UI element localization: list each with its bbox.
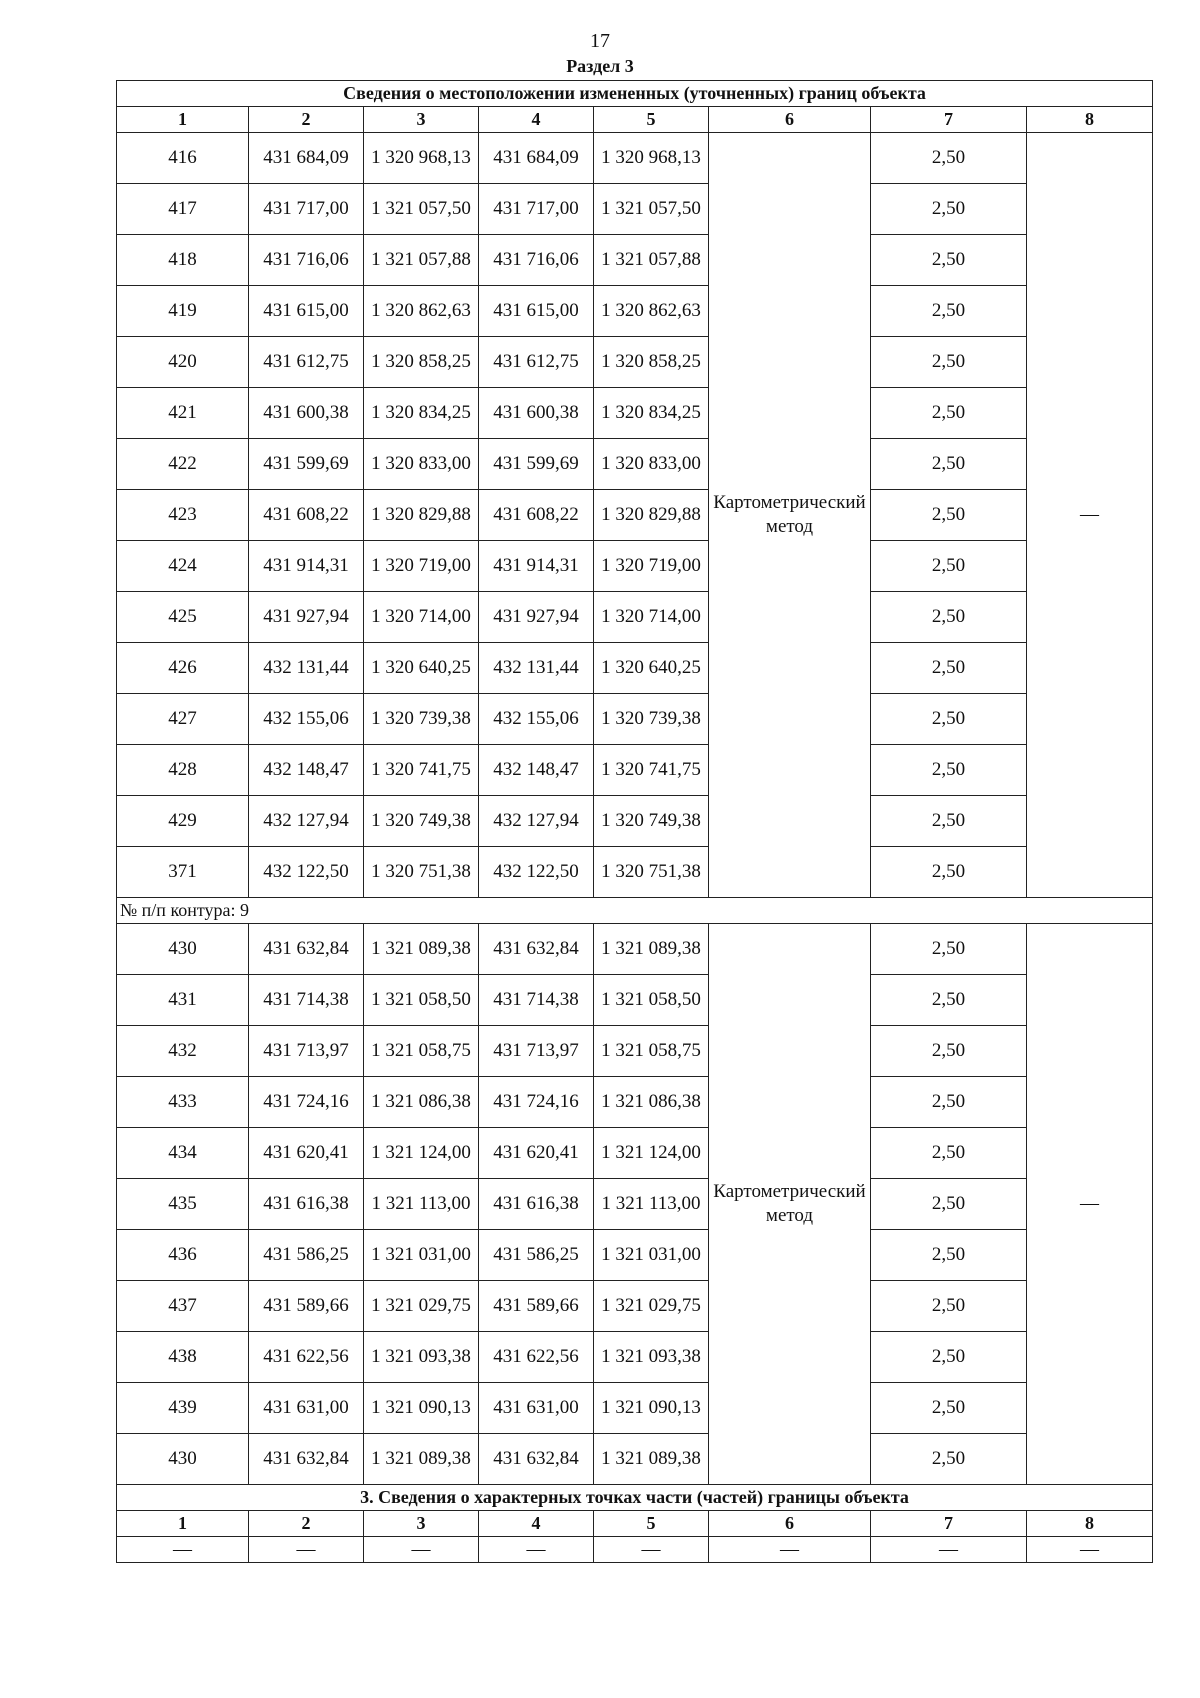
cell-x-existing: 431 616,38 — [249, 1179, 364, 1230]
cell-x-existing: 431 586,25 — [249, 1230, 364, 1281]
cell-y-new: 1 320 640,25 — [594, 643, 709, 694]
cell-x-new: 432 127,94 — [479, 796, 594, 847]
cell-x-existing: 431 716,06 — [249, 235, 364, 286]
cell-accuracy: 2,50 — [871, 235, 1027, 286]
cell-point-number: 435 — [117, 1179, 249, 1230]
cell-y-new: 1 321 058,50 — [594, 975, 709, 1026]
cell-accuracy: 2,50 — [871, 133, 1027, 184]
cell-point-number: 429 — [117, 796, 249, 847]
cell-accuracy: 2,50 — [871, 745, 1027, 796]
cell-y-existing: 1 320 751,38 — [364, 847, 479, 898]
cell-x-existing: 431 599,69 — [249, 439, 364, 490]
cell-y-existing: 1 321 089,38 — [364, 1434, 479, 1485]
cell-x-new: 431 608,22 — [479, 490, 594, 541]
cell-accuracy: 2,50 — [871, 1281, 1027, 1332]
cell-x-new: 431 586,25 — [479, 1230, 594, 1281]
cell-x-existing: 431 632,84 — [249, 1434, 364, 1485]
cell-y-existing: 1 321 031,00 — [364, 1230, 479, 1281]
cell-y-new: 1 321 031,00 — [594, 1230, 709, 1281]
cell-y-existing: 1 320 714,00 — [364, 592, 479, 643]
cell-accuracy: 2,50 — [871, 337, 1027, 388]
cell-point-number: 416 — [117, 133, 249, 184]
header-cell-y-existing: 3 — [364, 107, 479, 133]
cell-y-existing: 1 320 833,00 — [364, 439, 479, 490]
cell-point-number: 428 — [117, 745, 249, 796]
cell-accuracy: 2,50 — [871, 1128, 1027, 1179]
cell-x-existing: 431 927,94 — [249, 592, 364, 643]
cell-description: — — [1027, 1537, 1153, 1563]
cell-accuracy: — — [871, 1537, 1027, 1563]
header-cell-point-number: 1 — [117, 107, 249, 133]
cell-point-number: 430 — [117, 1434, 249, 1485]
cell-x-new: 431 716,06 — [479, 235, 594, 286]
cell-accuracy: 2,50 — [871, 975, 1027, 1026]
cell-accuracy: 2,50 — [871, 286, 1027, 337]
cell-y-existing: — — [364, 1537, 479, 1563]
cell-y-new: 1 321 057,88 — [594, 235, 709, 286]
page-number: 17 — [590, 30, 610, 52]
cell-x-new: 432 155,06 — [479, 694, 594, 745]
table-row — [117, 796, 1153, 847]
cell-x-new: 432 131,44 — [479, 643, 594, 694]
cell-y-new: 1 320 714,00 — [594, 592, 709, 643]
cell-y-existing: 1 321 086,38 — [364, 1077, 479, 1128]
table-row — [117, 490, 1153, 541]
cell-x-existing: 431 631,00 — [249, 1383, 364, 1434]
cell-x-new: 431 612,75 — [479, 337, 594, 388]
cell-x-new: 431 684,09 — [479, 133, 594, 184]
header-cell-method: 6 — [709, 1511, 871, 1537]
table-caption — [117, 81, 1153, 107]
header-cell-method: 6 — [709, 107, 871, 133]
table-row — [117, 1230, 1153, 1281]
cell-x-new: 432 122,50 — [479, 847, 594, 898]
table-row — [117, 133, 1153, 184]
cell-x-new: 432 148,47 — [479, 745, 594, 796]
cell-accuracy: 2,50 — [871, 1026, 1027, 1077]
cell-accuracy: 2,50 — [871, 796, 1027, 847]
cell-point-number: 430 — [117, 924, 249, 975]
cell-y-new: 1 321 058,75 — [594, 1026, 709, 1077]
cell-y-existing: 1 320 739,38 — [364, 694, 479, 745]
cell-x-existing: 431 714,38 — [249, 975, 364, 1026]
cell-x-existing: 431 620,41 — [249, 1128, 364, 1179]
cell-y-existing: 1 321 058,75 — [364, 1026, 479, 1077]
cell-accuracy: 2,50 — [871, 184, 1027, 235]
cell-accuracy: 2,50 — [871, 643, 1027, 694]
header-cell-x-existing: 2 — [249, 1511, 364, 1537]
cell-x-existing: 431 684,09 — [249, 133, 364, 184]
contour-row — [117, 898, 1153, 924]
table-row — [117, 1179, 1153, 1230]
cell-point-number: 438 — [117, 1332, 249, 1383]
cell-y-new: 1 320 862,63 — [594, 286, 709, 337]
cell-x-existing: 431 622,56 — [249, 1332, 364, 1383]
cell-x-existing: 431 612,75 — [249, 337, 364, 388]
cell-accuracy: 2,50 — [871, 541, 1027, 592]
cell-y-new: 1 321 089,38 — [594, 924, 709, 975]
cell-y-existing: 1 321 057,88 — [364, 235, 479, 286]
cell-x-existing: 431 713,97 — [249, 1026, 364, 1077]
cell-point-number: 436 — [117, 1230, 249, 1281]
table-caption-text: 3. Сведения о характерных точках части (частей) границы объекта — [117, 1485, 1153, 1511]
table-row — [117, 592, 1153, 643]
cell-y-existing: 1 321 090,13 — [364, 1383, 479, 1434]
table-row — [117, 1383, 1153, 1434]
table-caption — [117, 1485, 1153, 1511]
table-row — [117, 1077, 1153, 1128]
cell-accuracy: 2,50 — [871, 1434, 1027, 1485]
cell-y-new: 1 320 741,75 — [594, 745, 709, 796]
cell-y-existing: 1 321 113,00 — [364, 1179, 479, 1230]
cell-accuracy: 2,50 — [871, 694, 1027, 745]
cell-y-new: 1 320 719,00 — [594, 541, 709, 592]
table-row — [117, 924, 1153, 975]
header-cell-accuracy: 7 — [871, 1511, 1027, 1537]
table-row — [117, 184, 1153, 235]
cell-y-new: 1 321 057,50 — [594, 184, 709, 235]
cell-method: — — [709, 1537, 871, 1563]
cell-x-existing: 432 127,94 — [249, 796, 364, 847]
table-row — [117, 694, 1153, 745]
table-row — [117, 1281, 1153, 1332]
header-row — [117, 1511, 1153, 1537]
cell-accuracy: 2,50 — [871, 847, 1027, 898]
header-cell-point-number: 1 — [117, 1511, 249, 1537]
boundary-points-table — [116, 80, 1153, 1563]
cell-y-existing: 1 321 093,38 — [364, 1332, 479, 1383]
cell-y-existing: 1 320 749,38 — [364, 796, 479, 847]
contour-label: № п/п контура: 9 — [117, 898, 1153, 924]
cell-accuracy: 2,50 — [871, 439, 1027, 490]
cell-x-new: 431 600,38 — [479, 388, 594, 439]
method-cell: Картометрический метод — [709, 133, 871, 898]
cell-accuracy: 2,50 — [871, 388, 1027, 439]
header-cell-x-new: 4 — [479, 107, 594, 133]
cell-y-new: 1 321 113,00 — [594, 1179, 709, 1230]
cell-y-new: 1 321 124,00 — [594, 1128, 709, 1179]
cell-y-new: 1 321 093,38 — [594, 1332, 709, 1383]
cell-accuracy: 2,50 — [871, 1230, 1027, 1281]
cell-y-existing: 1 320 858,25 — [364, 337, 479, 388]
table-row — [117, 235, 1153, 286]
table-row — [117, 286, 1153, 337]
cell-x-existing: 431 615,00 — [249, 286, 364, 337]
description-cell: — — [1027, 133, 1153, 898]
cell-x-new: 431 589,66 — [479, 1281, 594, 1332]
cell-x-existing: 432 155,06 — [249, 694, 364, 745]
cell-point-number: 425 — [117, 592, 249, 643]
cell-x-new: 431 632,84 — [479, 1434, 594, 1485]
header-cell-y-new: 5 — [594, 1511, 709, 1537]
table-row — [117, 337, 1153, 388]
cell-point-number: 432 — [117, 1026, 249, 1077]
cell-y-new: 1 320 834,25 — [594, 388, 709, 439]
header-cell-y-existing: 3 — [364, 1511, 479, 1537]
cell-x-existing: 431 600,38 — [249, 388, 364, 439]
cell-point-number: 424 — [117, 541, 249, 592]
cell-x-new: 431 620,41 — [479, 1128, 594, 1179]
cell-y-existing: 1 320 741,75 — [364, 745, 479, 796]
cell-x-existing: 432 148,47 — [249, 745, 364, 796]
cell-y-new: — — [594, 1537, 709, 1563]
cell-x-existing: 431 589,66 — [249, 1281, 364, 1332]
table-row — [117, 745, 1153, 796]
table-row — [117, 975, 1153, 1026]
cell-y-new: 1 320 858,25 — [594, 337, 709, 388]
cell-accuracy: 2,50 — [871, 490, 1027, 541]
cell-y-new: 1 320 751,38 — [594, 847, 709, 898]
cell-y-new: 1 320 829,88 — [594, 490, 709, 541]
cell-x-new: 431 713,97 — [479, 1026, 594, 1077]
cell-point-number: 421 — [117, 388, 249, 439]
cell-point-number: 431 — [117, 975, 249, 1026]
cell-y-new: 1 321 089,38 — [594, 1434, 709, 1485]
cell-x-new: 431 615,00 — [479, 286, 594, 337]
cell-x-new: 431 622,56 — [479, 1332, 594, 1383]
cell-x-new: 431 616,38 — [479, 1179, 594, 1230]
cell-y-new: 1 320 749,38 — [594, 796, 709, 847]
cell-point-number: 434 — [117, 1128, 249, 1179]
cell-y-existing: 1 321 089,38 — [364, 924, 479, 975]
cell-y-new: 1 320 968,13 — [594, 133, 709, 184]
cell-x-new: 431 599,69 — [479, 439, 594, 490]
cell-x-new: — — [479, 1537, 594, 1563]
table-row — [117, 439, 1153, 490]
cell-point-number: 417 — [117, 184, 249, 235]
cell-y-existing: 1 321 029,75 — [364, 1281, 479, 1332]
cell-x-new: 431 927,94 — [479, 592, 594, 643]
cell-y-existing: 1 320 829,88 — [364, 490, 479, 541]
header-cell-x-existing: 2 — [249, 107, 364, 133]
cell-x-new: 431 724,16 — [479, 1077, 594, 1128]
header-cell-x-new: 4 — [479, 1511, 594, 1537]
header-cell-description: 8 — [1027, 1511, 1153, 1537]
cell-y-existing: 1 320 968,13 — [364, 133, 479, 184]
cell-y-new: 1 321 090,13 — [594, 1383, 709, 1434]
cell-y-new: 1 320 833,00 — [594, 439, 709, 490]
cell-point-number: 423 — [117, 490, 249, 541]
cell-point-number: — — [117, 1537, 249, 1563]
table-caption-text: Сведения о местоположении измененных (уточненных) границ объекта — [117, 81, 1153, 107]
cell-y-existing: 1 320 834,25 — [364, 388, 479, 439]
cell-x-existing: 431 608,22 — [249, 490, 364, 541]
cell-point-number: 422 — [117, 439, 249, 490]
table-row — [117, 1026, 1153, 1077]
cell-point-number: 420 — [117, 337, 249, 388]
cell-accuracy: 2,50 — [871, 1383, 1027, 1434]
cell-accuracy: 2,50 — [871, 924, 1027, 975]
cell-accuracy: 2,50 — [871, 1077, 1027, 1128]
table-row — [117, 1128, 1153, 1179]
cell-accuracy: 2,50 — [871, 592, 1027, 643]
cell-y-existing: 1 321 058,50 — [364, 975, 479, 1026]
cell-x-new: 431 631,00 — [479, 1383, 594, 1434]
table-row — [117, 1537, 1153, 1563]
cell-point-number: 437 — [117, 1281, 249, 1332]
cell-y-existing: 1 320 862,63 — [364, 286, 479, 337]
cell-x-existing: 432 122,50 — [249, 847, 364, 898]
description-cell: — — [1027, 924, 1153, 1485]
cell-y-existing: 1 320 640,25 — [364, 643, 479, 694]
cell-y-existing: 1 320 719,00 — [364, 541, 479, 592]
cell-x-existing: 431 632,84 — [249, 924, 364, 975]
cell-x-new: 431 717,00 — [479, 184, 594, 235]
table-row — [117, 1332, 1153, 1383]
method-cell: Картометрический метод — [709, 924, 871, 1485]
cell-point-number: 433 — [117, 1077, 249, 1128]
section-title: Раздел 3 — [566, 56, 634, 76]
cell-x-existing: 431 914,31 — [249, 541, 364, 592]
table-row — [117, 541, 1153, 592]
table-row — [117, 1434, 1153, 1485]
cell-accuracy: 2,50 — [871, 1332, 1027, 1383]
cell-point-number: 439 — [117, 1383, 249, 1434]
cell-point-number: 426 — [117, 643, 249, 694]
cell-x-existing: 432 131,44 — [249, 643, 364, 694]
cell-x-existing: 431 717,00 — [249, 184, 364, 235]
cell-y-existing: 1 321 124,00 — [364, 1128, 479, 1179]
table-row — [117, 643, 1153, 694]
header-cell-description: 8 — [1027, 107, 1153, 133]
header-row — [117, 107, 1153, 133]
cell-x-new: 431 714,38 — [479, 975, 594, 1026]
table-row — [117, 388, 1153, 439]
cell-accuracy: 2,50 — [871, 1179, 1027, 1230]
cell-x-existing: — — [249, 1537, 364, 1563]
cell-y-new: 1 321 029,75 — [594, 1281, 709, 1332]
cell-y-existing: 1 321 057,50 — [364, 184, 479, 235]
cell-x-new: 431 632,84 — [479, 924, 594, 975]
header-cell-accuracy: 7 — [871, 107, 1027, 133]
header-cell-y-new: 5 — [594, 107, 709, 133]
cell-point-number: 371 — [117, 847, 249, 898]
cell-y-new: 1 321 086,38 — [594, 1077, 709, 1128]
cell-x-existing: 431 724,16 — [249, 1077, 364, 1128]
cell-point-number: 419 — [117, 286, 249, 337]
table-row — [117, 847, 1153, 898]
cell-x-new: 431 914,31 — [479, 541, 594, 592]
cell-point-number: 418 — [117, 235, 249, 286]
cell-point-number: 427 — [117, 694, 249, 745]
cell-y-new: 1 320 739,38 — [594, 694, 709, 745]
